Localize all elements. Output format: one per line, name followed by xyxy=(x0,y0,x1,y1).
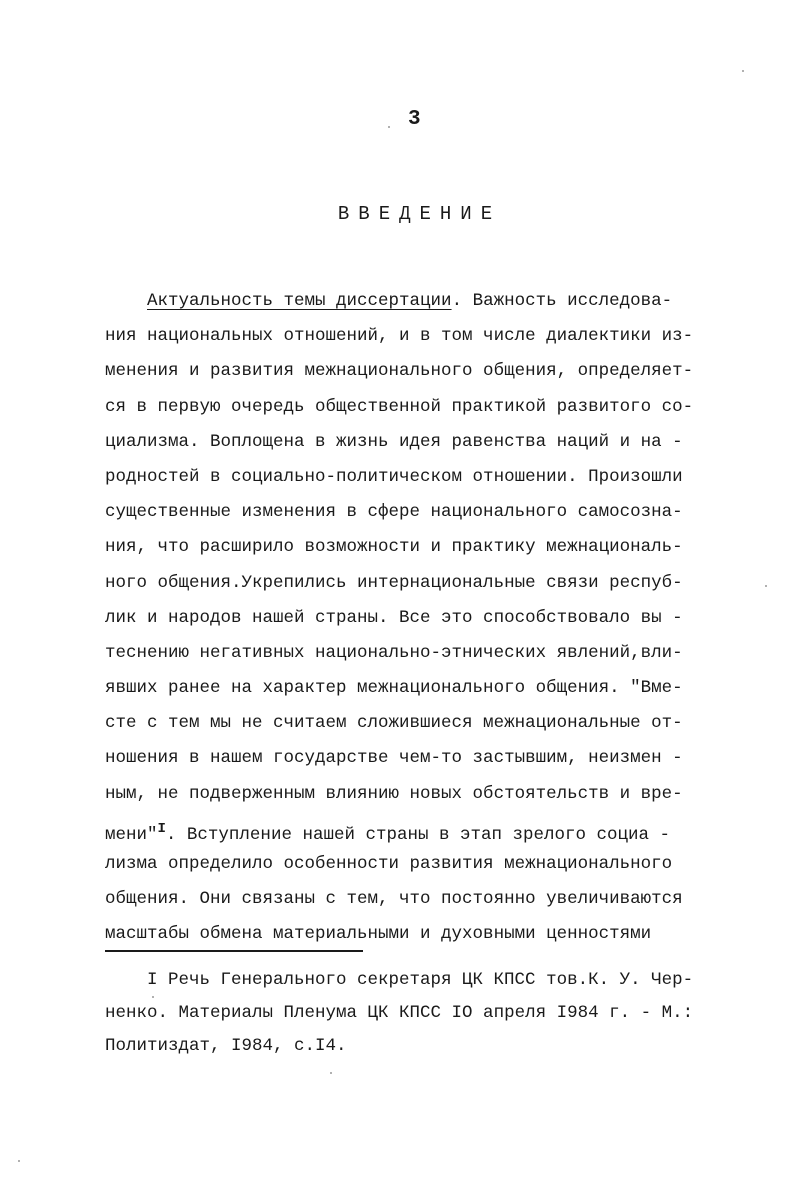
text-line: Актуальность темы диссертации. Важность исследова- xyxy=(147,291,673,311)
footnote-line: I Речь Генерального секретаря ЦК КПСС тов.К. У. Чер- xyxy=(147,970,694,990)
scan-speck xyxy=(330,1072,332,1074)
footnote xyxy=(105,964,765,1063)
text-line: лизма определило особенности развития межнационального xyxy=(105,854,673,874)
footnote-line: ненко. Материалы Пленума ЦК КПСС IO апреля I984 г. - М.: xyxy=(105,1003,694,1023)
scan-speck xyxy=(152,996,154,998)
scan-speck xyxy=(765,585,767,587)
text-line: ношения в нашем государстве чем-то застывшим, неизмен - xyxy=(105,748,683,769)
text-line: менения и развития межнационального общения, определяет- xyxy=(105,361,694,382)
text-line: ным, не подверженным влиянию новых обстоятельств и вре- xyxy=(105,783,683,804)
text-line: ся в первую очередь общественной практикой развитого со- xyxy=(105,396,694,417)
text-line: существенные изменения в сфере национального самосозна- xyxy=(105,502,683,523)
footnote-divider xyxy=(105,950,363,952)
text-line: лик и народов нашей страны. Все это способствовало вы - xyxy=(105,607,683,628)
text-line: циализма. Воплощена в жизнь идея равенства наций и на - xyxy=(105,431,683,452)
text-line: общения. Они связаны с тем, что постоянно увеличиваются xyxy=(105,889,683,910)
text-line: родностей в социально-политическом отношении. Произошли xyxy=(105,466,683,487)
text-line: ного общения.Укрепились интернациональные связи респуб- xyxy=(105,572,683,593)
text-line: теснению негативных национально-этнических явлений,вли- xyxy=(105,642,683,663)
text-line: мени"$^I$. Вступление нашей страны в этап зрелого социа - xyxy=(105,820,671,845)
text-line: масштабы обмена материальными и духовными ценностями xyxy=(105,924,652,945)
body-text xyxy=(105,284,745,953)
scan-speck xyxy=(18,1160,20,1162)
section-heading: ВВЕДЕНИЕ xyxy=(337,203,502,225)
page-number: 3 xyxy=(408,108,421,131)
text-line: явших ранее на характер межнационального общения. "Вме- xyxy=(105,678,683,699)
text-line: сте с тем мы не считаем сложившиеся межнациональные от- xyxy=(105,713,683,734)
text-line: ния, что расширило возможности и практику межнациональ- xyxy=(105,537,683,558)
scan-speck xyxy=(388,126,390,128)
text-line: ния национальных отношений, и в том числе диалектики из- xyxy=(105,326,694,347)
footnote-reference[interactable]: I xyxy=(157,820,166,837)
topic-underlined-lead: Актуальность темы диссертации xyxy=(147,291,452,311)
footnote-line: Политиздат, I984, с.I4. xyxy=(105,1036,347,1056)
scan-speck xyxy=(742,70,744,72)
